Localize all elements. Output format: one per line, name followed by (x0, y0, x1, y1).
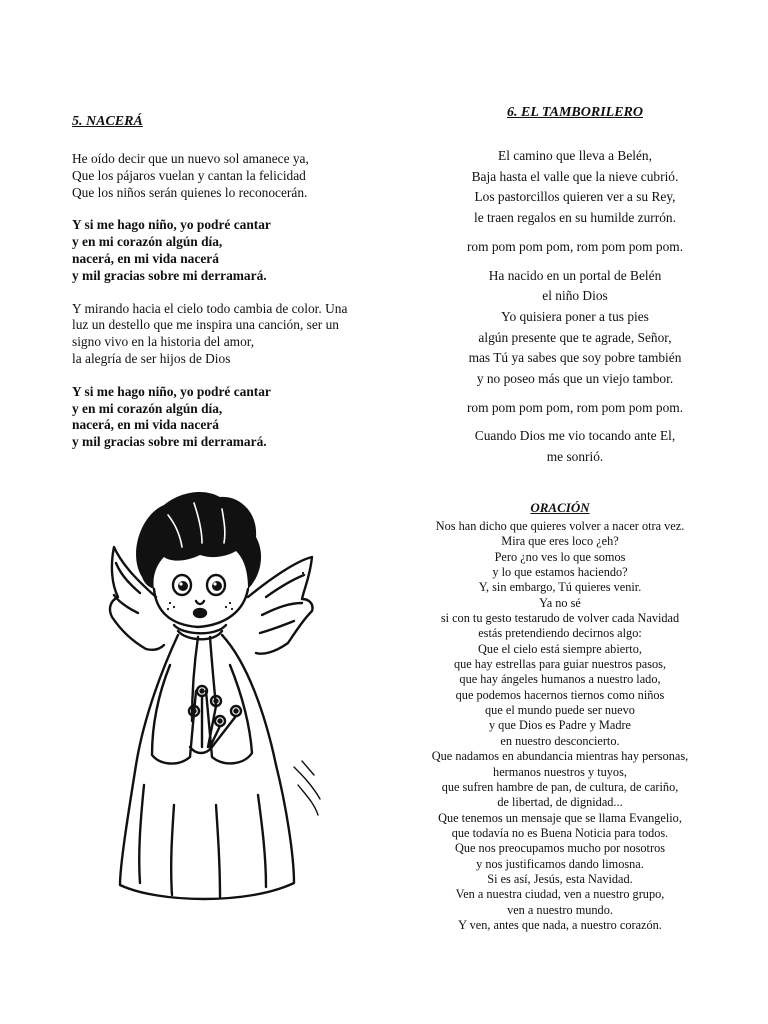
lyric-line: algún presente que te agrade, Señor, (478, 329, 672, 345)
prayer-line: en nuestro desconcierto. (500, 733, 620, 748)
prayer-line: Que nos preocupamos mucho por nosotros (454, 841, 666, 856)
prayer-line: que hay estrellas para guiar nuestros pasos, (453, 657, 667, 672)
prayer-line: Pero ¿no ves lo que somos (494, 549, 626, 564)
prayer-line: Que tenemos un mensaje que se llama Evangelio, (438, 810, 682, 825)
lyric-line: Y mirando hacia el cielo todo cambia de color. Una (72, 300, 348, 316)
prayer-line: Ya no sé (539, 595, 581, 610)
robe (120, 635, 294, 899)
lyric-line: rom pom pom pom, rom pom pom pom. (466, 238, 684, 254)
lyric-line: y en mi corazón algún día, (72, 400, 223, 416)
lyric-line: signo vivo en la historia del amor, (72, 334, 255, 350)
lyric-line: Los pastorcillos quieren ver a su Rey, (474, 189, 676, 205)
song5-lyrics (72, 151, 398, 467)
angel-illustration (98, 485, 328, 910)
lyric-line: He oído decir que un nuevo sol amanece ya, (72, 151, 309, 166)
lyric-line: y en mi corazón algún día, (72, 234, 223, 250)
prayer-line: que podemos hacernos tiernos como niños (455, 687, 665, 702)
lyric-line: Y si me hago niño, yo podré cantar (72, 383, 271, 399)
lyric-line: Ha nacido en un portal de Belén (488, 267, 662, 283)
prayer-line: que sufren hambre de pan, de cultura, de cariño, (441, 779, 679, 794)
lyric-line: el niño Dios (542, 288, 608, 304)
lyric-line: nacerá, en mi vida nacerá (72, 417, 219, 433)
prayer-line: Si es así, Jesús, esta Navidad. (487, 871, 633, 886)
lyric-line: nacerá, en mi vida nacerá (72, 250, 219, 266)
prayer-line: Mira que eres loco ¿eh? (501, 534, 619, 549)
prayer-line: hermanos nuestros y tuyos, (493, 764, 627, 779)
hair (136, 492, 261, 589)
song5-title: 5. NACERÁ (72, 114, 143, 129)
lyric-line: Y si me hago niño, yo podré cantar (72, 217, 271, 233)
lyric-line: Que los pájaros vuelan y cantan la felicidad (72, 167, 306, 183)
background-scribble (294, 761, 320, 815)
lyric-line: y mil gracias sobre mi derramará. (72, 267, 267, 283)
prayer-line: y que Dios es Padre y Madre (488, 718, 632, 733)
lyric-line: mas Tú ya sabes que soy pobre también (468, 350, 682, 366)
lyric-line: y mil gracias sobre mi derramará. (72, 434, 267, 450)
stanza (440, 398, 710, 419)
prayer-line: Que nadamos en abundancia mientras hay personas, (431, 749, 689, 764)
prayer-line: Ven a nuestra ciudad, ven a nuestro grupo, (455, 887, 665, 902)
stanza (72, 217, 398, 284)
lyric-line: Que los niños serán quienes lo reconocerán. (72, 184, 308, 200)
lyric-line: rom pom pom pom, rom pom pom pom. (466, 399, 684, 415)
prayer-line: Nos han dicho que quieres volver a nacer otra vez. (435, 519, 685, 533)
lyric-line: El camino que lleva a Belén, (498, 148, 652, 163)
lyric-line: me sonrió. (546, 449, 604, 465)
lyric-line: la alegría de ser hijos de Dios (72, 350, 231, 366)
prayer-line: y nos justificamos dando limosna. (476, 856, 644, 871)
prayer-line: Y, sin embargo, Tú quieres venir. (478, 580, 642, 595)
prayer-line: si con tu gesto testarudo de volver cada Navidad (440, 611, 680, 626)
stanza (440, 146, 710, 229)
prayer-line: Que el cielo está siempre abierto, (478, 641, 642, 656)
prayer-text (400, 519, 720, 933)
prayer-line: que hay ángeles humanos a nuestro lado, (459, 672, 661, 687)
stanza (440, 266, 710, 390)
prayer-title: ORACIÓN (530, 500, 590, 515)
lyric-line: le traen regalos en su humilde zurrón. (474, 210, 676, 226)
song6-lyrics (440, 146, 710, 476)
lyric-line: Baja hasta el valle que la nieve cubrió. (471, 168, 679, 184)
stray-mark (302, 572, 304, 574)
stanza (72, 151, 398, 201)
prayer-line: que todavía no es Buena Noticia para todos. (451, 825, 669, 840)
lyric-line: luz un destello que me inspira una canción, ser un (72, 317, 339, 333)
prayer-line: que el mundo puede ser nuevo (485, 703, 635, 718)
prayer-line: estás pretendiendo decirnos algo: (478, 626, 642, 641)
stanza (72, 301, 398, 368)
stanza (440, 426, 710, 467)
song6-title: 6. EL TAMBORILERO (506, 105, 643, 120)
lyric-line: y no poseo más que un viejo tambor. (476, 371, 674, 387)
stanza (440, 237, 710, 258)
lyric-line: Cuando Dios me vio tocando ante El, (474, 428, 676, 444)
prayer-line: y lo que estamos haciendo? (492, 565, 628, 580)
prayer-line: ven a nuestro mundo. (507, 902, 613, 917)
prayer-line: Y ven, antes que nada, a nuestro corazón. (458, 917, 662, 932)
prayer-line: de libertad, de dignidad... (497, 795, 623, 810)
lyric-line: Yo quisiera poner a tus pies (501, 308, 649, 324)
stanza (72, 384, 398, 451)
